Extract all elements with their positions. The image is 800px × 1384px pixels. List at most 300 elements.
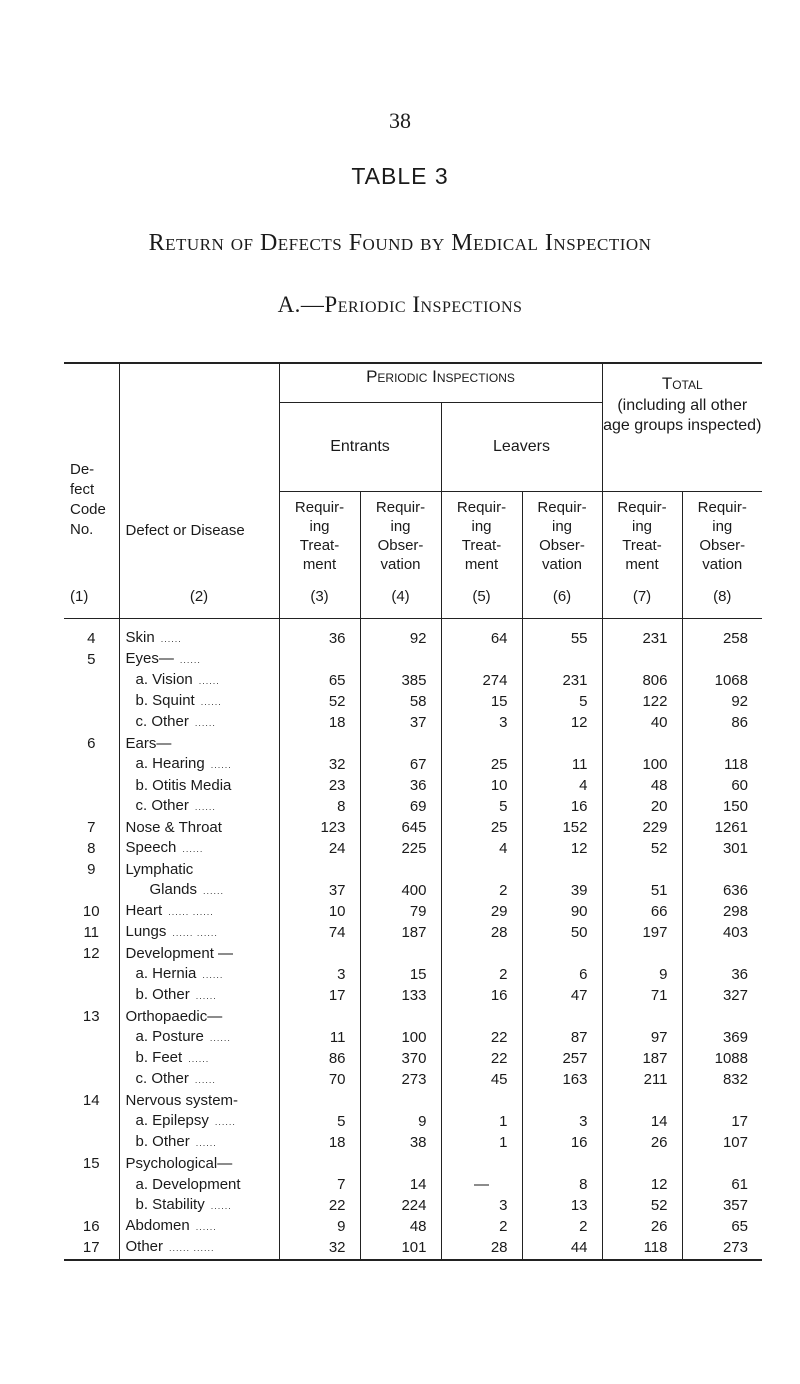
defect-name-cell xyxy=(119,1236,279,1260)
header-entrants: Entrants xyxy=(279,403,441,492)
defect-name-cell xyxy=(119,1089,279,1110)
leader-dots: ...... xyxy=(182,844,204,854)
value-total-observation: 1088 xyxy=(682,1047,762,1068)
value-total-observation: 1261 xyxy=(682,816,762,837)
value-total-treatment xyxy=(602,1005,682,1026)
table-row xyxy=(64,837,762,858)
defect-code xyxy=(64,1068,119,1089)
value-entrants-observation: 92 xyxy=(360,619,441,649)
defect-name-cell xyxy=(119,1131,279,1152)
value-total-observation: 273 xyxy=(682,1236,762,1260)
value-total-treatment: 52 xyxy=(602,1194,682,1215)
header-code-line4: No. xyxy=(70,521,94,538)
value-leavers-treatment: 22 xyxy=(441,1026,522,1047)
header-total-note: (including all other age groups inspected) xyxy=(603,397,762,434)
table-row xyxy=(64,690,762,711)
value-leavers-observation: 47 xyxy=(522,984,602,1005)
value-entrants-observation: 69 xyxy=(360,795,441,816)
header-leavers-treatment: Requir- ing Treat- ment (5) xyxy=(441,492,522,619)
value-leavers-observation xyxy=(522,732,602,753)
value-total-treatment: 40 xyxy=(602,711,682,732)
defect-name: b. Other xyxy=(135,1133,190,1150)
leader-dots: ...... xyxy=(160,634,182,644)
value-leavers-observation xyxy=(522,648,602,669)
value-leavers-treatment: 1 xyxy=(441,1131,522,1152)
value-entrants-treatment: 10 xyxy=(279,900,360,921)
value-total-treatment: 229 xyxy=(602,816,682,837)
value-total-treatment: 52 xyxy=(602,837,682,858)
value-entrants-treatment: 24 xyxy=(279,837,360,858)
table-row xyxy=(64,816,762,837)
table-row xyxy=(64,753,762,774)
value-leavers-treatment xyxy=(441,858,522,879)
header-total-title: Total xyxy=(661,374,703,393)
value-total-observation: 107 xyxy=(682,1131,762,1152)
defect-code xyxy=(64,1131,119,1152)
table-heading: Return of Defects Found by Medical Inspection xyxy=(148,230,652,256)
defect-name: Speech xyxy=(125,839,177,856)
table-row xyxy=(64,984,762,1005)
value-entrants-treatment: 8 xyxy=(279,795,360,816)
table-row xyxy=(64,1005,762,1026)
value-leavers-treatment: 274 xyxy=(441,669,522,690)
leader-dots: ...... xyxy=(179,655,201,665)
table-row xyxy=(64,942,762,963)
header-total-treatment: Requir- ing Treat- ment (7) xyxy=(602,492,682,619)
leader-dots: ...... xyxy=(194,802,216,812)
value-leavers-treatment: 64 xyxy=(441,619,522,649)
defect-code xyxy=(64,1194,119,1215)
value-leavers-treatment: 25 xyxy=(441,753,522,774)
value-leavers-treatment: 15 xyxy=(441,690,522,711)
header-periodic-inspections: Periodic Inspections xyxy=(279,363,602,403)
header-entrants-treatment: Requir- ing Treat- ment (3) xyxy=(279,492,360,619)
table-row xyxy=(64,1236,762,1260)
value-total-observation: 369 xyxy=(682,1026,762,1047)
defect-name-cell xyxy=(119,753,279,774)
value-entrants-treatment: 18 xyxy=(279,1131,360,1152)
value-entrants-treatment xyxy=(279,1089,360,1110)
defect-name-cell xyxy=(119,816,279,837)
value-entrants-treatment xyxy=(279,942,360,963)
leader-dots: ...... xyxy=(195,991,217,1001)
value-total-observation xyxy=(682,648,762,669)
header-leavers: Leavers xyxy=(441,403,602,492)
header-total-observation: Requir- ing Obser- vation (8) xyxy=(682,492,762,619)
value-total-treatment xyxy=(602,1152,682,1173)
defect-name-cell xyxy=(119,732,279,753)
leader-dots: ...... xyxy=(200,697,222,707)
value-entrants-treatment: 32 xyxy=(279,1236,360,1260)
defect-code: 12 xyxy=(82,945,100,962)
value-total-treatment: 14 xyxy=(602,1110,682,1131)
value-total-observation: 65 xyxy=(682,1215,762,1236)
value-entrants-treatment: 74 xyxy=(279,921,360,942)
value-total-treatment: 118 xyxy=(602,1236,682,1260)
defect-name: b. Feet xyxy=(135,1049,183,1066)
col-number-3: (3) xyxy=(310,588,329,605)
value-leavers-treatment xyxy=(441,648,522,669)
table-row xyxy=(64,1215,762,1236)
value-leavers-observation: 11 xyxy=(522,753,602,774)
value-leavers-observation: 5 xyxy=(522,690,602,711)
value-entrants-treatment xyxy=(279,1005,360,1026)
defect-code xyxy=(64,795,119,816)
value-total-treatment: 97 xyxy=(602,1026,682,1047)
defect-name-cell xyxy=(119,669,279,690)
value-total-observation: 357 xyxy=(682,1194,762,1215)
defect-code xyxy=(64,1026,119,1047)
value-total-observation: 1068 xyxy=(682,669,762,690)
value-leavers-treatment: 4 xyxy=(441,837,522,858)
table-row xyxy=(64,619,762,649)
value-entrants-treatment: 52 xyxy=(279,690,360,711)
value-leavers-treatment: 2 xyxy=(441,879,522,900)
value-entrants-observation: 645 xyxy=(360,816,441,837)
leader-dots: ...... ...... xyxy=(168,907,214,917)
defect-name: a. Epilepsy xyxy=(135,1112,209,1129)
defect-name: Skin xyxy=(125,629,155,646)
defect-code xyxy=(64,711,119,732)
value-entrants-observation: 37 xyxy=(360,711,441,732)
value-leavers-observation: 163 xyxy=(522,1068,602,1089)
value-leavers-observation: 16 xyxy=(522,1131,602,1152)
value-entrants-observation: 38 xyxy=(360,1131,441,1152)
value-entrants-observation: 100 xyxy=(360,1026,441,1047)
value-leavers-treatment: 5 xyxy=(441,795,522,816)
defect-name: c. Other xyxy=(135,797,189,814)
value-entrants-observation xyxy=(360,648,441,669)
value-entrants-treatment: 7 xyxy=(279,1173,360,1194)
value-entrants-treatment: 22 xyxy=(279,1194,360,1215)
value-total-observation: 298 xyxy=(682,900,762,921)
value-total-treatment: 9 xyxy=(602,963,682,984)
defect-name: Glands xyxy=(149,881,198,898)
defect-name: b. Otitis Media xyxy=(135,777,232,794)
value-leavers-observation: 2 xyxy=(522,1215,602,1236)
value-leavers-observation: 3 xyxy=(522,1110,602,1131)
value-total-observation: 60 xyxy=(682,774,762,795)
defect-code: 7 xyxy=(87,819,96,836)
value-leavers-observation: 55 xyxy=(522,619,602,649)
defect-name: b. Other xyxy=(135,986,190,1003)
value-leavers-observation: 39 xyxy=(522,879,602,900)
value-total-observation xyxy=(682,858,762,879)
value-entrants-observation xyxy=(360,732,441,753)
value-total-treatment: 187 xyxy=(602,1047,682,1068)
defect-name: a. Vision xyxy=(135,671,193,688)
table-body xyxy=(64,619,762,1261)
value-total-treatment xyxy=(602,732,682,753)
value-leavers-observation: 12 xyxy=(522,837,602,858)
value-entrants-treatment: 5 xyxy=(279,1110,360,1131)
defect-name: a. Posture xyxy=(135,1028,204,1045)
defect-name: Orthopaedic— xyxy=(125,1008,223,1025)
defect-name-cell xyxy=(119,1110,279,1131)
value-total-treatment: 20 xyxy=(602,795,682,816)
col-number-7: (7) xyxy=(632,588,652,605)
leader-dots: ...... xyxy=(188,1054,210,1064)
value-entrants-observation: 385 xyxy=(360,669,441,690)
value-total-observation xyxy=(682,732,762,753)
defect-name-cell xyxy=(119,774,279,795)
value-entrants-observation: 133 xyxy=(360,984,441,1005)
value-entrants-observation xyxy=(360,1152,441,1173)
value-total-treatment: 806 xyxy=(602,669,682,690)
col-number-8: (8) xyxy=(713,588,732,605)
value-leavers-observation: 44 xyxy=(522,1236,602,1260)
defect-name: c. Other xyxy=(135,713,189,730)
value-total-treatment xyxy=(602,858,682,879)
value-leavers-observation: 16 xyxy=(522,795,602,816)
defect-name: b. Stability xyxy=(135,1196,205,1213)
header-defect-label: Defect or Disease xyxy=(125,522,245,539)
defect-name-cell xyxy=(119,921,279,942)
value-total-observation: 118 xyxy=(682,753,762,774)
defect-name: b. Squint xyxy=(135,692,195,709)
header-code xyxy=(64,363,119,619)
value-entrants-observation: 79 xyxy=(360,900,441,921)
defect-code: 16 xyxy=(82,1218,100,1235)
value-entrants-treatment: 3 xyxy=(279,963,360,984)
value-total-treatment: 66 xyxy=(602,900,682,921)
value-entrants-observation: 187 xyxy=(360,921,441,942)
value-total-observation: 61 xyxy=(682,1173,762,1194)
value-entrants-observation xyxy=(360,1089,441,1110)
col-number-6: (6) xyxy=(552,588,572,605)
value-total-treatment: 211 xyxy=(602,1068,682,1089)
leader-dots: ...... xyxy=(202,970,224,980)
header-code-line1: De- xyxy=(70,461,95,478)
col-number-1: (1) xyxy=(70,588,89,605)
value-total-treatment: 12 xyxy=(602,1173,682,1194)
defect-name-cell xyxy=(119,795,279,816)
value-leavers-observation: 257 xyxy=(522,1047,602,1068)
value-leavers-observation: 231 xyxy=(522,669,602,690)
value-leavers-observation xyxy=(522,1089,602,1110)
defect-code xyxy=(64,879,119,900)
defect-name-cell xyxy=(119,690,279,711)
value-entrants-treatment: 37 xyxy=(279,879,360,900)
value-total-observation: 86 xyxy=(682,711,762,732)
table-row xyxy=(64,858,762,879)
value-leavers-observation: 90 xyxy=(522,900,602,921)
header-code-line3: Code xyxy=(70,501,106,518)
value-total-observation: 301 xyxy=(682,837,762,858)
value-leavers-treatment: 25 xyxy=(441,816,522,837)
value-entrants-observation: 9 xyxy=(360,1110,441,1131)
value-leavers-treatment xyxy=(441,1152,522,1173)
table-row xyxy=(64,900,762,921)
value-entrants-observation: 15 xyxy=(360,963,441,984)
value-leavers-observation: 152 xyxy=(522,816,602,837)
defect-code xyxy=(64,963,119,984)
value-total-treatment: 48 xyxy=(602,774,682,795)
value-leavers-treatment xyxy=(441,1005,522,1026)
defect-code: 4 xyxy=(64,619,119,649)
value-total-treatment: 100 xyxy=(602,753,682,774)
value-entrants-treatment: 65 xyxy=(279,669,360,690)
value-leavers-treatment: 45 xyxy=(441,1068,522,1089)
leader-dots: ...... xyxy=(194,718,216,728)
page-number: 38 xyxy=(389,108,411,133)
defect-name-cell xyxy=(119,1068,279,1089)
defect-name: Abdomen xyxy=(125,1217,190,1234)
value-entrants-observation xyxy=(360,858,441,879)
defects-table xyxy=(64,362,762,1261)
defect-name: Development — xyxy=(125,945,234,962)
defect-code xyxy=(64,1047,119,1068)
defect-code: 11 xyxy=(83,924,100,941)
defect-name-cell xyxy=(119,648,279,669)
value-leavers-treatment: — xyxy=(441,1173,522,1194)
value-total-treatment: 26 xyxy=(602,1131,682,1152)
table-row xyxy=(64,1152,762,1173)
value-total-observation: 832 xyxy=(682,1068,762,1089)
defect-name-cell xyxy=(119,942,279,963)
value-leavers-observation xyxy=(522,942,602,963)
value-entrants-treatment: 11 xyxy=(279,1026,360,1047)
defect-code xyxy=(64,984,119,1005)
value-entrants-observation: 225 xyxy=(360,837,441,858)
header-code-line2: fect xyxy=(70,481,95,498)
defect-name-cell xyxy=(119,619,279,649)
value-leavers-treatment: 28 xyxy=(441,1236,522,1260)
value-entrants-treatment: 123 xyxy=(279,816,360,837)
col-number-4: (4) xyxy=(391,588,410,605)
value-leavers-observation xyxy=(522,1152,602,1173)
value-entrants-observation: 14 xyxy=(360,1173,441,1194)
value-leavers-treatment: 2 xyxy=(441,963,522,984)
table-row xyxy=(64,1173,762,1194)
defect-name-cell xyxy=(119,963,279,984)
header-entrants-observation: Requir- ing Obser- vation (4) xyxy=(360,492,441,619)
value-total-treatment: 122 xyxy=(602,690,682,711)
value-entrants-treatment xyxy=(279,858,360,879)
defect-name-cell xyxy=(119,1152,279,1173)
defect-code xyxy=(64,669,119,690)
defect-name-cell xyxy=(119,837,279,858)
value-entrants-observation: 48 xyxy=(360,1215,441,1236)
table-row xyxy=(64,795,762,816)
leader-dots: ...... xyxy=(194,1075,216,1085)
leader-dots: ...... xyxy=(214,1117,236,1127)
value-leavers-treatment: 10 xyxy=(441,774,522,795)
defect-name-cell xyxy=(119,984,279,1005)
defect-name: a. Hearing xyxy=(135,755,205,772)
value-leavers-observation: 6 xyxy=(522,963,602,984)
value-entrants-observation: 36 xyxy=(360,774,441,795)
leader-dots: ...... xyxy=(203,886,225,896)
defect-code: 13 xyxy=(82,1008,100,1025)
value-total-observation: 150 xyxy=(682,795,762,816)
value-leavers-treatment: 3 xyxy=(441,1194,522,1215)
value-leavers-treatment xyxy=(441,942,522,963)
value-total-observation xyxy=(682,942,762,963)
leader-dots: ...... xyxy=(209,1033,231,1043)
value-entrants-treatment: 86 xyxy=(279,1047,360,1068)
table-row xyxy=(64,774,762,795)
defect-name-cell xyxy=(119,1215,279,1236)
value-total-observation: 17 xyxy=(682,1110,762,1131)
table-row xyxy=(64,879,762,900)
value-entrants-observation: 58 xyxy=(360,690,441,711)
defect-code: 14 xyxy=(82,1092,100,1109)
table-row xyxy=(64,1194,762,1215)
table-row xyxy=(64,1089,762,1110)
value-leavers-treatment xyxy=(441,732,522,753)
defect-code: 15 xyxy=(82,1155,100,1172)
defect-name-cell xyxy=(119,1026,279,1047)
value-total-treatment: 231 xyxy=(602,619,682,649)
defect-name: Lymphatic xyxy=(125,861,194,878)
value-total-treatment xyxy=(602,648,682,669)
value-entrants-treatment: 18 xyxy=(279,711,360,732)
header-total xyxy=(602,363,762,492)
table-row xyxy=(64,1047,762,1068)
defect-name: Nose & Throat xyxy=(125,819,222,836)
defect-code: 6 xyxy=(87,735,96,752)
value-total-observation xyxy=(682,1089,762,1110)
defect-name: Ears— xyxy=(125,735,172,752)
defect-name-cell xyxy=(119,1005,279,1026)
table-subheading: A.—Periodic Inspections xyxy=(277,292,523,317)
value-leavers-observation: 87 xyxy=(522,1026,602,1047)
value-leavers-treatment: 16 xyxy=(441,984,522,1005)
defect-name: Other xyxy=(125,1238,164,1255)
leader-dots: ...... xyxy=(198,676,220,686)
defect-name: Lungs xyxy=(125,923,167,940)
defect-code xyxy=(64,690,119,711)
defect-name: Nervous system- xyxy=(125,1092,239,1109)
leader-dots: ...... xyxy=(195,1222,217,1232)
defect-name: Heart xyxy=(125,902,163,919)
value-leavers-observation xyxy=(522,858,602,879)
value-total-treatment: 51 xyxy=(602,879,682,900)
value-entrants-observation xyxy=(360,942,441,963)
value-leavers-treatment: 22 xyxy=(441,1047,522,1068)
defect-code xyxy=(64,1110,119,1131)
value-total-observation: 403 xyxy=(682,921,762,942)
table-row xyxy=(64,1068,762,1089)
defect-name-cell xyxy=(119,879,279,900)
value-total-observation xyxy=(682,1005,762,1026)
value-entrants-observation: 101 xyxy=(360,1236,441,1260)
value-entrants-treatment xyxy=(279,1152,360,1173)
leader-dots: ...... xyxy=(210,1201,232,1211)
value-entrants-observation: 224 xyxy=(360,1194,441,1215)
defect-name-cell xyxy=(119,900,279,921)
value-leavers-treatment: 2 xyxy=(441,1215,522,1236)
value-entrants-treatment: 17 xyxy=(279,984,360,1005)
leader-dots: ...... ...... xyxy=(172,928,218,938)
value-entrants-observation: 370 xyxy=(360,1047,441,1068)
defect-name: c. Other xyxy=(135,1070,189,1087)
defect-code xyxy=(64,774,119,795)
value-leavers-observation xyxy=(522,1005,602,1026)
value-leavers-treatment xyxy=(441,1089,522,1110)
value-entrants-observation: 400 xyxy=(360,879,441,900)
value-entrants-observation: 273 xyxy=(360,1068,441,1089)
defect-name: a. Hernia xyxy=(135,965,197,982)
defect-name: a. Development xyxy=(135,1176,241,1193)
leader-dots: ...... xyxy=(210,760,232,770)
table-row xyxy=(64,963,762,984)
value-leavers-treatment: 3 xyxy=(441,711,522,732)
defect-code: 8 xyxy=(87,840,96,857)
value-total-observation: 258 xyxy=(682,619,762,649)
value-leavers-observation: 12 xyxy=(522,711,602,732)
